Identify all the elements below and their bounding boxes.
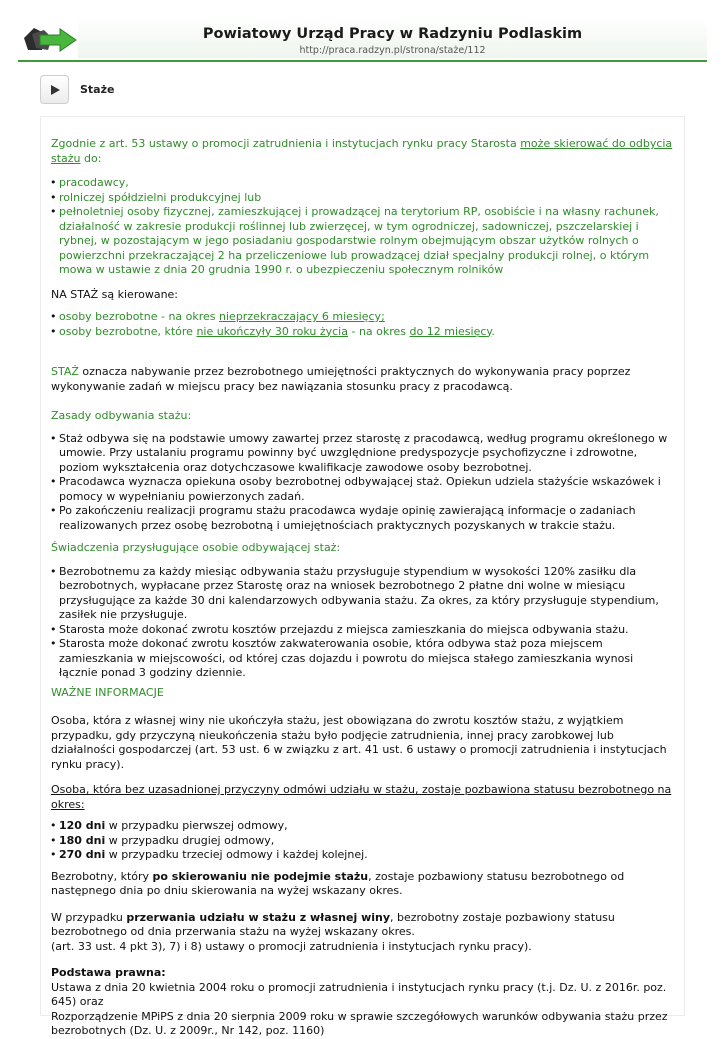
list-item: • Pracodawca wyznacza opiekuna osoby bezrobotnej odbywającej staż. Opiekun udziela stażyście wskazówek i pomocy w wypełnianiu powierzonych zadań. — [51, 475, 674, 504]
directed-item1-text: osoby bezrobotne - na okres — [59, 310, 220, 323]
section-title: Staże — [80, 83, 115, 96]
refusal-heading: Osoba, która bez uzasadnionej przyczyny odmówi udziału w stażu, zostaje pozbawiona statusu bezrobotnego na okres: — [51, 783, 672, 811]
definition-term: STAŻ — [51, 365, 79, 378]
list-item: • Bezrobotnemu za każdy miesiąc odbywania stażu przysługuje stypendium w wysokości 120% zasiłku dla bezrobotnych, wypłacane przez Starostę oraz na wniosek bezrobotnego 2 płatne dni wolne w miesiącu przysługujące za każde 30 dni kalendarzowych odbywania stażu. Za okres, za który przysługuje stypendium, zasiłek nie przysługuje. — [51, 565, 674, 623]
refusal-days: 180 dni — [59, 833, 106, 847]
directed-item2-text: osoby bezrobotne, które — [59, 324, 197, 338]
refusal-days: 270 dni — [59, 848, 106, 861]
article-content — [40, 116, 685, 1037]
intro-link[interactable]: może skierować do odbycia stażu — [51, 137, 673, 165]
directed-list — [51, 310, 674, 339]
list-item — [51, 310, 674, 325]
intro-text: Zgodnie z art. 53 ustawy o promocji zatrudnienia i instytucjach rynku pracy Starosta — [51, 137, 521, 150]
refusal-text: w przypadku drugiej odmowy, — [105, 833, 275, 847]
legal-line-1: Ustawa z dnia 20 kwietnia 2004 roku o promocji zatrudnienia i instytucjach rynku pracy (t.j. Dz. U. z 2016r. poz. 645) oraz — [51, 980, 667, 1008]
refusal-days: 120 dni — [59, 819, 106, 832]
list-item: • Starosta może dokonać zwrotu kosztów zakwaterowania osobie, która odbywa staż poza miejscem zamieszkania w miejscowości, od której czas dojazdu i powrotu do miejsca stałego zamieszkania wynosi łącznie ponad 3 godziny dziennie. — [51, 637, 674, 681]
directed-item2-mid: - na okres — [347, 324, 410, 338]
para3-ref: (art. 33 ust. 4 pkt 3), 7) i 8) ustawy o promocji zatrudnienia i instytucjach rynku pracy). — [51, 939, 532, 953]
list-item — [51, 325, 674, 340]
list-item — [51, 819, 674, 834]
list-item — [51, 834, 674, 849]
list-item: • Staż odbywa się na podstawie umowy zawartej przez starostę z pracodawcą, według programu określonego w umowie. Przy ustalaniu programu powinny być uwzględnione predyspozycje psychofizyczne i zdrowotne, poziom wykształcenia oraz dotychczasowe kwalifikacje zawodowe osoby bezrobotnej. — [51, 432, 674, 476]
site-title: Powiatowy Urząd Pracy w Radzyniu Podlaskim — [202, 26, 583, 42]
refusal-text: w przypadku trzeciej odmowy i każdej kolejnej. — [105, 848, 368, 861]
directed-label: NA STAŻ są kierowane: — [51, 287, 179, 301]
para3-bold: przerwania udziału w stażu z własnej winy — [126, 910, 390, 924]
recipients-list — [51, 176, 674, 278]
definition-paragraph — [51, 365, 674, 394]
list-item: • rolniczej spółdzielni produkcyjnej lub — [51, 191, 674, 206]
directed-item2-end: . — [491, 324, 495, 338]
para2-bold: po skierowaniu nie podejmie stażu — [152, 869, 369, 883]
legal-basis — [51, 966, 674, 1039]
legal-line-2: Rozporządzenie MPiPS z dnia 20 sierpnia 2009 roku w sprawie szczegółowych warunków odbywania stażu przez bezrobotnych (Dz. U. z 2009r., Nr 142, poz. 1160) — [51, 1009, 668, 1037]
rules-heading: Zasady odbywania stażu: — [51, 409, 192, 422]
legal-heading: Podstawa prawna: — [51, 966, 166, 979]
important-paragraph-2 — [51, 870, 674, 899]
list-item: • pełnoletniej osoby fizycznej, zamieszkującej i prowadzącej na terytorium RP, osobiście i na własny rachunek, działalność w zakresie produkcji roślinnej lub zwierzęcej, w tym ogrodniczej, sadowniczej, pszczelarskiej i rybnej, w pozostającym w jego posiadaniu gospodarstwie rolnym obejmującym obszar użytków rolnych o powierzchni przekraczającej 2 ha przeliczeniowe lub prowadzącej dział specjalny produkcji rolnej, o którym mowa w ustawie z dnia 20 grudnia 1990 r. o ubezpieczeniu społecznym rolników — [51, 205, 674, 278]
intro-paragraph — [51, 137, 674, 166]
important-paragraph-3 — [51, 911, 674, 955]
directed-item2-link-period[interactable]: do 12 miesięcy — [409, 324, 492, 338]
benefits-list — [51, 565, 674, 681]
para3-post: , bezrobotny zostaje pozbawiony statusu bezrobotnego od dnia przerwania stażu na wyżej wskazany okres. — [51, 910, 615, 938]
benefits-heading: Świadczenia przysługujące osobie odbywającej staż: — [51, 541, 341, 554]
important-paragraph-1: Osoba, która z własnej winy nie ukończyła stażu, jest obowiązana do zwrotu kosztów stażu, z wyjątkiem przypadku, gdy przyczyną nieukończenia stażu było podjęcie zatrudnienia, innej pracy zarobkowej lub działalności gospodarczej (art. 53 ust. 6 w związku z art. 41 ust. 6 ustawy o promocji zatrudnienia i instytucjach rynku pracy). — [51, 714, 667, 771]
section-toggle-button[interactable] — [40, 75, 69, 104]
play-icon — [49, 84, 61, 96]
intro-tail: do: — [80, 151, 102, 165]
rules-list — [51, 432, 674, 534]
important-heading: WAŻNE INFORMACJE — [51, 685, 164, 699]
page-header — [18, 14, 707, 62]
para3-pre: W przypadku — [51, 910, 127, 924]
list-item — [51, 848, 674, 863]
directed-item1-link[interactable]: nieprzekraczający 6 miesięcy; — [219, 310, 385, 323]
para2-pre: Bezrobotny, który — [51, 869, 153, 883]
refusal-list — [51, 819, 674, 863]
list-item: • Starosta może dokonać zwrotu kosztów przejazdu z miejsca zamieszkania do miejsca odbywania stażu. — [51, 623, 674, 638]
refusal-text: w przypadku pierwszej odmowy, — [105, 819, 288, 832]
directed-item2-link-age[interactable]: nie ukończyły 30 roku życia — [196, 324, 348, 338]
site-url[interactable]: http://praca.radzyn.pl/strona/staże/112 — [299, 45, 486, 56]
list-item: • pracodawcy, — [51, 176, 674, 191]
list-item: • Po zakończeniu realizacji programu stażu pracodawca wydaje opinię zawierającą informacje o zadaniach realizowanych przez osobę bezrobotną i umiejętnościach praktycznych pozyskanych w trakcie stażu. — [51, 504, 674, 533]
para2-post: , zostaje pozbawiony statusu bezrobotnego od następnego dnia po dniu skierowania na wyżej wskazany okres. — [51, 869, 625, 897]
definition-text: oznacza nabywanie przez bezrobotnego umiejętności praktycznych do wykonywania pracy poprzez wykonywanie zadań w miejscu pracy bez nawiązania stosunku pracy z pracodawcą. — [51, 365, 631, 393]
